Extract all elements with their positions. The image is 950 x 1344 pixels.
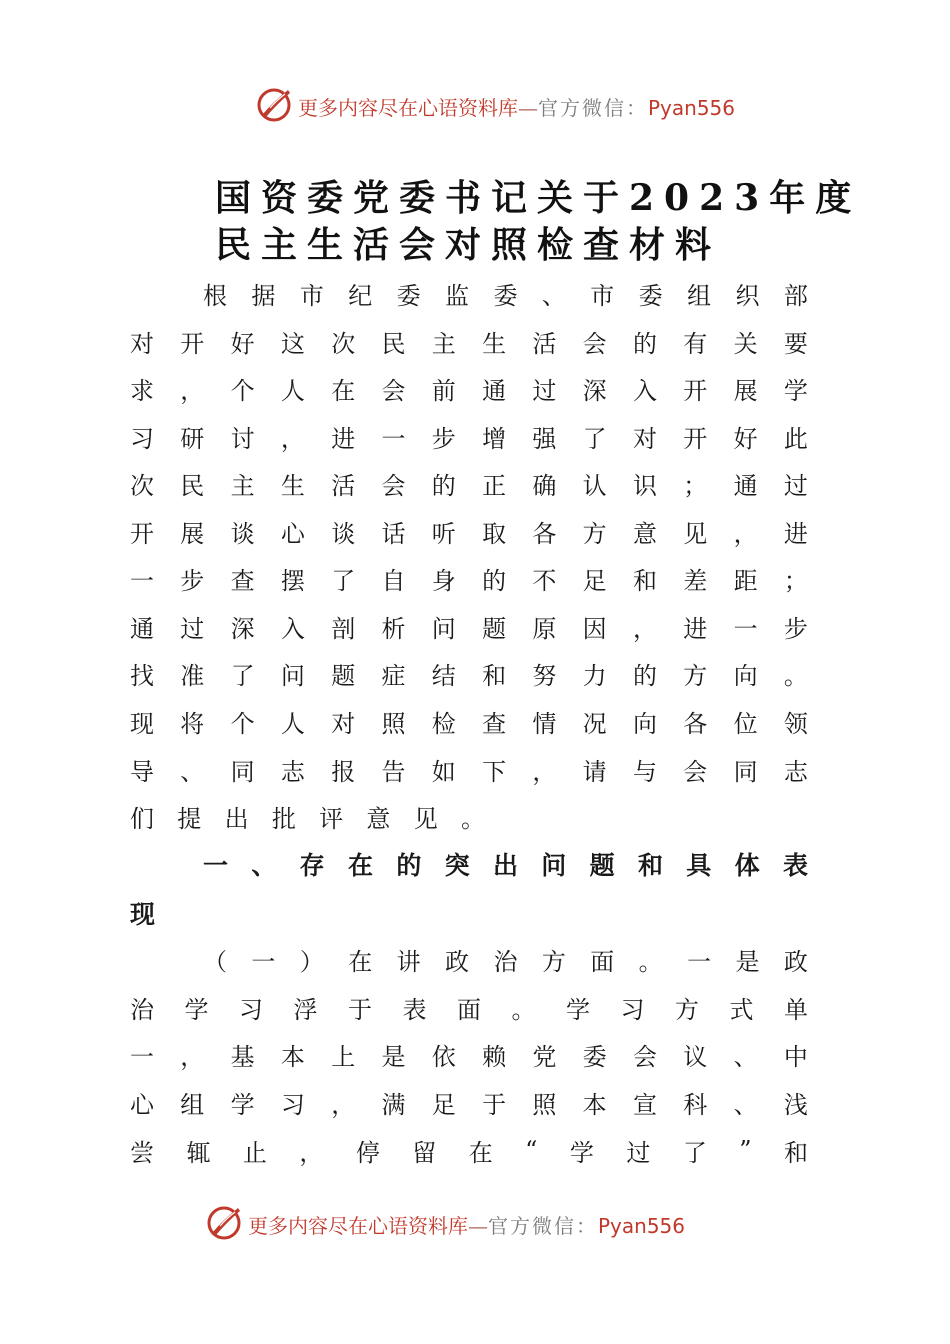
body-char: 表 <box>402 995 427 1024</box>
body-char: 进 <box>783 519 808 548</box>
body-char: 问 <box>280 661 305 690</box>
body-char: ； <box>783 566 808 595</box>
body-char: 方 <box>541 947 566 976</box>
body-char: 学 <box>566 995 590 1024</box>
body-char: 识 <box>632 471 657 500</box>
body-char: 次 <box>331 329 356 358</box>
body-char: ， <box>331 1090 356 1119</box>
body-char: 差 <box>683 566 708 595</box>
body-char: 了 <box>682 1138 707 1167</box>
body-char: 同 <box>733 757 758 786</box>
body-char: 具 <box>686 851 712 880</box>
body-line <box>130 701 808 741</box>
body-char: 因 <box>582 614 607 643</box>
body-char: 织 <box>735 281 760 310</box>
body-char: 入 <box>280 614 305 643</box>
section-heading-end <box>130 893 160 933</box>
body-char: 活 <box>331 471 356 500</box>
body-char: 有 <box>683 329 708 358</box>
body-char: 是 <box>735 947 760 976</box>
body-char: 向 <box>733 661 758 690</box>
body-char: 的 <box>396 851 422 880</box>
watermark-text <box>248 1210 685 1239</box>
body-char: 尝 <box>130 1138 154 1167</box>
body-char: 们 <box>130 804 154 833</box>
body-char: 浅 <box>783 1090 808 1119</box>
body-char: 各 <box>683 709 708 738</box>
body-char: 在 <box>468 1138 493 1167</box>
body-char: 人 <box>280 376 305 405</box>
body-char: 留 <box>412 1138 437 1167</box>
body-char: 学 <box>783 376 808 405</box>
section-heading <box>203 844 808 884</box>
body-char: 正 <box>482 471 507 500</box>
body-char: 与 <box>632 757 657 786</box>
body-char: 身 <box>431 566 456 595</box>
body-char: 浮 <box>293 995 318 1024</box>
body-line <box>130 368 808 408</box>
body-char: 、 <box>251 851 277 880</box>
body-char: 析 <box>381 614 406 643</box>
watermark-banner-bottom <box>0 1200 950 1244</box>
body-char: 领 <box>783 709 808 738</box>
document-title-line-1: 国资委党委书记关于2023年度 <box>215 177 862 219</box>
body-char: 政 <box>445 947 470 976</box>
body-char: 将 <box>180 709 205 738</box>
body-char: 在 <box>331 376 356 405</box>
body-char: 一 <box>251 947 276 976</box>
body-char: 本 <box>582 1090 607 1119</box>
body-char: 委 <box>638 281 663 310</box>
body-char: 会 <box>632 1042 657 1071</box>
body-char: 方 <box>582 519 607 548</box>
body-char: 活 <box>532 329 557 358</box>
body-char: 心 <box>130 1090 154 1119</box>
document-title-line-2: 民主生活会对照检查材料 <box>215 224 722 266</box>
body-char: 方 <box>683 661 708 690</box>
body-char: 查 <box>230 566 255 595</box>
body-char: 党 <box>532 1042 557 1071</box>
body-line <box>130 416 808 456</box>
body-char: 主 <box>431 329 456 358</box>
watermark-wechat-id: Pyan556 <box>598 1214 686 1238</box>
body-char: 次 <box>130 471 154 500</box>
body-char: 基 <box>230 1042 255 1071</box>
body-char: 面 <box>590 947 615 976</box>
body-char: 、 <box>180 757 205 786</box>
body-char: 深 <box>230 614 255 643</box>
body-char: 是 <box>381 1042 406 1071</box>
body-char: 的 <box>632 661 657 690</box>
body-char: 了 <box>331 566 356 595</box>
pen-logo-icon <box>205 1202 245 1242</box>
body-char: 症 <box>381 661 406 690</box>
body-char: 增 <box>482 424 507 453</box>
body-char: 面 <box>457 995 481 1024</box>
body-char: 本 <box>280 1042 305 1071</box>
body-char: 、 <box>733 1042 758 1071</box>
body-char: 科 <box>683 1090 708 1119</box>
body-char: 单 <box>784 995 808 1024</box>
body-char: 和 <box>632 566 657 595</box>
body-char: 中 <box>783 1042 808 1071</box>
body-char: 式 <box>729 995 754 1024</box>
body-char: 题 <box>482 614 507 643</box>
body-char: 过 <box>783 471 808 500</box>
body-char: 下 <box>482 757 507 786</box>
body-line <box>130 796 485 836</box>
body-char: 如 <box>431 757 456 786</box>
body-char: 题 <box>331 661 356 690</box>
body-char: 市 <box>590 281 615 310</box>
body-char: 出 <box>492 851 518 880</box>
body-line <box>203 273 808 313</box>
body-char: 一 <box>733 614 758 643</box>
body-char: 见 <box>413 804 438 833</box>
body-char: 于 <box>348 995 372 1024</box>
body-char: 话 <box>381 519 406 548</box>
body-char: 出 <box>224 804 249 833</box>
body-line <box>130 749 808 789</box>
body-char: 这 <box>280 329 305 358</box>
body-char: ； <box>683 471 708 500</box>
body-char: 上 <box>331 1042 356 1071</box>
body-line <box>130 1082 808 1122</box>
body-char: “ <box>525 1136 538 1164</box>
body-char: 要 <box>783 329 808 358</box>
body-line <box>130 558 808 598</box>
body-char: 进 <box>683 614 708 643</box>
watermark-wechat-label: 官方微信： <box>538 96 648 120</box>
body-char: 一 <box>130 1042 154 1071</box>
body-char: 在 <box>347 851 373 880</box>
body-char: 原 <box>532 614 557 643</box>
body-char: 开 <box>130 519 154 548</box>
body-char: ” <box>739 1136 752 1164</box>
body-line <box>130 511 808 551</box>
body-char: ， <box>532 757 557 786</box>
watermark-dash: — <box>518 96 538 120</box>
body-char: 民 <box>180 471 205 500</box>
body-char: 于 <box>482 1090 507 1119</box>
pen-logo-icon <box>255 84 295 124</box>
body-char: 突 <box>444 851 470 880</box>
body-char: 通 <box>482 376 507 405</box>
body-char: （ <box>203 947 227 976</box>
body-char: 和 <box>482 661 507 690</box>
body-char: 。 <box>511 995 536 1024</box>
body-char: 意 <box>366 804 391 833</box>
body-char: 此 <box>783 424 808 453</box>
body-char: 部 <box>783 281 808 310</box>
body-char: 组 <box>180 1090 205 1119</box>
body-char: 谈 <box>331 519 356 548</box>
body-char: 研 <box>180 424 205 453</box>
body-char: 通 <box>733 471 758 500</box>
body-char: 一 <box>381 424 406 453</box>
body-char: 现 <box>130 900 156 929</box>
body-char: 个 <box>230 376 255 405</box>
body-char: 治 <box>130 995 154 1024</box>
body-char: 止 <box>242 1138 267 1167</box>
body-char: 向 <box>632 709 657 738</box>
body-char: 议 <box>683 1042 708 1071</box>
body-char: 据 <box>251 281 276 310</box>
watermark-banner-top <box>0 82 950 126</box>
body-char: 辄 <box>186 1138 211 1167</box>
body-char: 检 <box>431 709 456 738</box>
body-char: 方 <box>675 995 699 1024</box>
body-char: 委 <box>396 281 421 310</box>
body-char: 查 <box>482 709 507 738</box>
body-char: 位 <box>733 709 758 738</box>
body-char: 开 <box>683 424 708 453</box>
body-char: 习 <box>130 424 154 453</box>
body-char: 存 <box>299 851 325 880</box>
body-char: 关 <box>733 329 758 358</box>
body-char: 现 <box>130 709 154 738</box>
body-char: 和 <box>637 851 663 880</box>
body-line <box>203 939 808 979</box>
body-char: 好 <box>230 329 255 358</box>
watermark-brand: 更多内容尽在心语资料库 <box>248 1214 468 1238</box>
body-char: 开 <box>180 329 205 358</box>
body-line <box>130 606 808 646</box>
body-char: 距 <box>733 566 758 595</box>
body-char: 步 <box>783 614 808 643</box>
body-char: ， <box>180 1042 205 1071</box>
body-char: 步 <box>180 566 205 595</box>
body-char: 过 <box>626 1138 651 1167</box>
body-char: ， <box>733 519 758 548</box>
body-char: 的 <box>431 471 456 500</box>
body-char: 、 <box>541 281 566 310</box>
body-line <box>130 1034 808 1074</box>
body-char: 意 <box>632 519 657 548</box>
body-char: 各 <box>532 519 557 548</box>
body-char: ， <box>632 614 657 643</box>
body-char: 学 <box>184 995 209 1024</box>
body-char: ， <box>280 424 305 453</box>
body-char: 入 <box>632 376 657 405</box>
body-char: 谈 <box>230 519 255 548</box>
body-char: 足 <box>582 566 607 595</box>
body-char: 习 <box>280 1090 305 1119</box>
body-line <box>130 463 808 503</box>
body-char: 见 <box>683 519 708 548</box>
body-char: 听 <box>431 519 456 548</box>
body-char: 找 <box>130 661 154 690</box>
body-char: 组 <box>687 281 712 310</box>
body-char: 照 <box>532 1090 557 1119</box>
body-char: 批 <box>271 804 296 833</box>
watermark-dash: — <box>468 1214 488 1238</box>
body-char: 评 <box>319 804 344 833</box>
body-char: 对 <box>130 329 154 358</box>
watermark-brand: 更多内容尽在心语资料库 <box>298 96 518 120</box>
body-char: 通 <box>130 614 154 643</box>
body-char: 况 <box>582 709 607 738</box>
body-char: 表 <box>782 851 808 880</box>
body-char: 学 <box>569 1138 594 1167</box>
body-char: 结 <box>431 661 456 690</box>
body-char: 学 <box>230 1090 255 1119</box>
body-char: 政 <box>783 947 808 976</box>
body-char: 主 <box>230 471 255 500</box>
body-char: 停 <box>355 1138 380 1167</box>
body-char: 心 <box>280 519 305 548</box>
watermark-text <box>298 92 735 121</box>
body-char: 习 <box>620 995 645 1024</box>
body-char: 开 <box>683 376 708 405</box>
body-char: ， <box>180 376 205 405</box>
body-char: 讲 <box>396 947 421 976</box>
body-char: 步 <box>431 424 456 453</box>
body-char: 赖 <box>482 1042 507 1071</box>
body-char: 力 <box>582 661 607 690</box>
watermark-wechat-label: 官方微信： <box>488 1214 598 1238</box>
body-char: 报 <box>331 757 356 786</box>
body-char: 会 <box>381 471 406 500</box>
body-char: 前 <box>431 376 456 405</box>
body-char: 满 <box>381 1090 406 1119</box>
body-char: 、 <box>733 1090 758 1119</box>
body-char: 志 <box>783 757 808 786</box>
body-char: 一 <box>130 566 154 595</box>
body-char: 自 <box>381 566 406 595</box>
body-char: 会 <box>381 376 406 405</box>
body-char: 纪 <box>348 281 373 310</box>
body-char: 对 <box>632 424 657 453</box>
body-char: ， <box>299 1138 324 1167</box>
body-char: ） <box>299 947 324 976</box>
body-char: 个 <box>230 709 255 738</box>
body-char: 民 <box>381 329 406 358</box>
body-char: 和 <box>784 1138 808 1167</box>
body-char: 深 <box>582 376 607 405</box>
body-char: 在 <box>348 947 373 976</box>
body-char: 治 <box>493 947 518 976</box>
body-char: 进 <box>331 424 356 453</box>
body-char: 。 <box>783 661 808 690</box>
body-char: 摆 <box>280 566 305 595</box>
body-char: 足 <box>431 1090 456 1119</box>
body-line <box>130 987 808 1027</box>
body-char: 准 <box>180 661 205 690</box>
body-char: 提 <box>177 804 202 833</box>
body-char: 习 <box>239 995 263 1024</box>
body-char: 了 <box>230 661 255 690</box>
body-char: 题 <box>589 851 615 880</box>
body-char: 告 <box>381 757 406 786</box>
body-char: 生 <box>280 471 305 500</box>
body-char: 会 <box>683 757 708 786</box>
body-char: 监 <box>445 281 470 310</box>
body-char: 确 <box>532 471 557 500</box>
body-char: 努 <box>532 661 557 690</box>
body-char: 宣 <box>632 1090 657 1119</box>
body-char: 过 <box>180 614 205 643</box>
body-char: 求 <box>130 376 154 405</box>
body-char: 一 <box>687 947 712 976</box>
body-char: 取 <box>482 519 507 548</box>
body-char: 展 <box>733 376 758 405</box>
body-char: 讨 <box>230 424 255 453</box>
body-char: 依 <box>431 1042 456 1071</box>
body-char: 对 <box>331 709 356 738</box>
body-char: 好 <box>733 424 758 453</box>
body-char: 委 <box>493 281 518 310</box>
body-char: 导 <box>130 757 154 786</box>
body-char: 的 <box>482 566 507 595</box>
body-char: 情 <box>532 709 557 738</box>
body-char: 了 <box>582 424 607 453</box>
body-char: 会 <box>582 329 607 358</box>
body-char: 照 <box>381 709 406 738</box>
body-char: 剖 <box>331 614 356 643</box>
body-char: 生 <box>482 329 507 358</box>
body-char: 展 <box>180 519 205 548</box>
body-char: 同 <box>230 757 255 786</box>
body-line <box>130 1130 808 1170</box>
body-char: 体 <box>734 851 760 880</box>
body-char: 一 <box>203 851 229 880</box>
body-char: 市 <box>299 281 324 310</box>
body-char: 。 <box>638 947 663 976</box>
body-char: 志 <box>280 757 305 786</box>
body-char: 。 <box>460 804 485 833</box>
body-char: 人 <box>280 709 305 738</box>
body-char: 强 <box>532 424 557 453</box>
body-char: 的 <box>632 329 657 358</box>
body-char: 问 <box>541 851 567 880</box>
body-char: 过 <box>532 376 557 405</box>
body-char: 问 <box>431 614 456 643</box>
watermark-wechat-id: Pyan556 <box>648 96 736 120</box>
body-line <box>130 321 808 361</box>
body-char: 不 <box>532 566 557 595</box>
body-char: 请 <box>582 757 607 786</box>
body-char: 根 <box>203 281 227 310</box>
body-char: 认 <box>582 471 607 500</box>
body-char: 委 <box>582 1042 607 1071</box>
body-line <box>130 653 808 693</box>
